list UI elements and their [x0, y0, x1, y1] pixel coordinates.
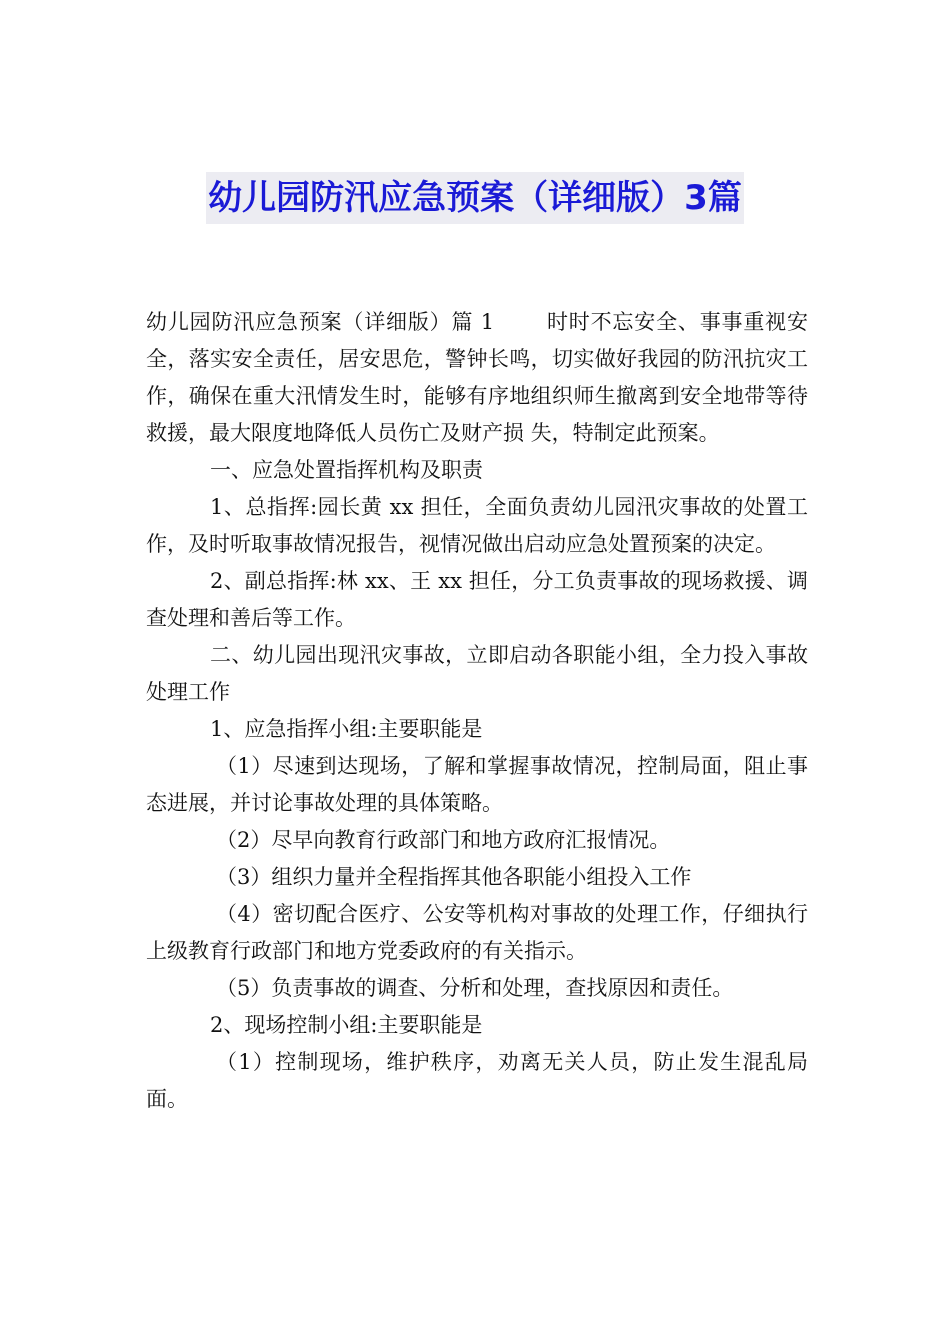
list-item-4: （4）密切配合医疗、公安等机构对事故的处理工作，仔细执行上级教育行政部门和地方党委政府的有关指示。 [146, 902, 808, 963]
paragraph-deputy-commander: 2、副总指挥:林 xx、王 xx 担任，分工负责事故的现场救援、调查处理和善后等工作。 [146, 569, 808, 630]
list-item-1: （1）尽速到达现场，了解和掌握事故情况，控制局面，阻止事态进展，并讨论事故处理的具体策略。 [146, 754, 808, 815]
paragraph-command-structure: 一、应急处置指挥机构及职责 [210, 458, 483, 482]
intro-text: 时时不忘安全、事事重视安全，落实安全责任，居安思危，警钟长鸣，切实做好我园的防汛抗灾工作，确保在重大汛情发生时，能够有序地组织师生撤离到安全地带等待救援，最大限度地降低人员伤亡及财产损 失，特制定此预案。 [146, 310, 808, 445]
paragraph-commander: 1、总指挥:园长黄 xx 担任，全面负责幼儿园汛灾事故的处置工作，及时听取事故情况报告，视情况做出启动应急处置预案的决定。 [146, 495, 808, 556]
list-item-3: （3）组织力量并全程指挥其他各职能小组投入工作 [216, 865, 692, 889]
list-item-2: （2）尽早向教育行政部门和地方政府汇报情况。 [216, 828, 671, 852]
intro-paragraph [146, 304, 808, 452]
paragraph-command-group: 1、应急指挥小组:主要职能是 [210, 717, 483, 741]
list-item-site-1: （1）控制现场，维护秩序，劝离无关人员，防止发生混乱局面。 [146, 1050, 808, 1111]
document-body [146, 304, 808, 1118]
document-title: 幼儿园防汛应急预案（详细版）3篇 [206, 172, 744, 224]
paragraph-site-control-group: 2、现场控制小组:主要职能是 [210, 1013, 483, 1037]
title-container [0, 172, 950, 224]
list-item-5: （5）负责事故的调查、分析和处理，查找原因和责任。 [216, 976, 734, 1000]
paragraph-activate-groups: 二、幼儿园出现汛灾事故，立即启动各职能小组，全力投入事故处理工作 [146, 643, 808, 704]
section-heading-1: 幼儿园防汛应急预案（详细版）篇 1 [146, 310, 495, 334]
